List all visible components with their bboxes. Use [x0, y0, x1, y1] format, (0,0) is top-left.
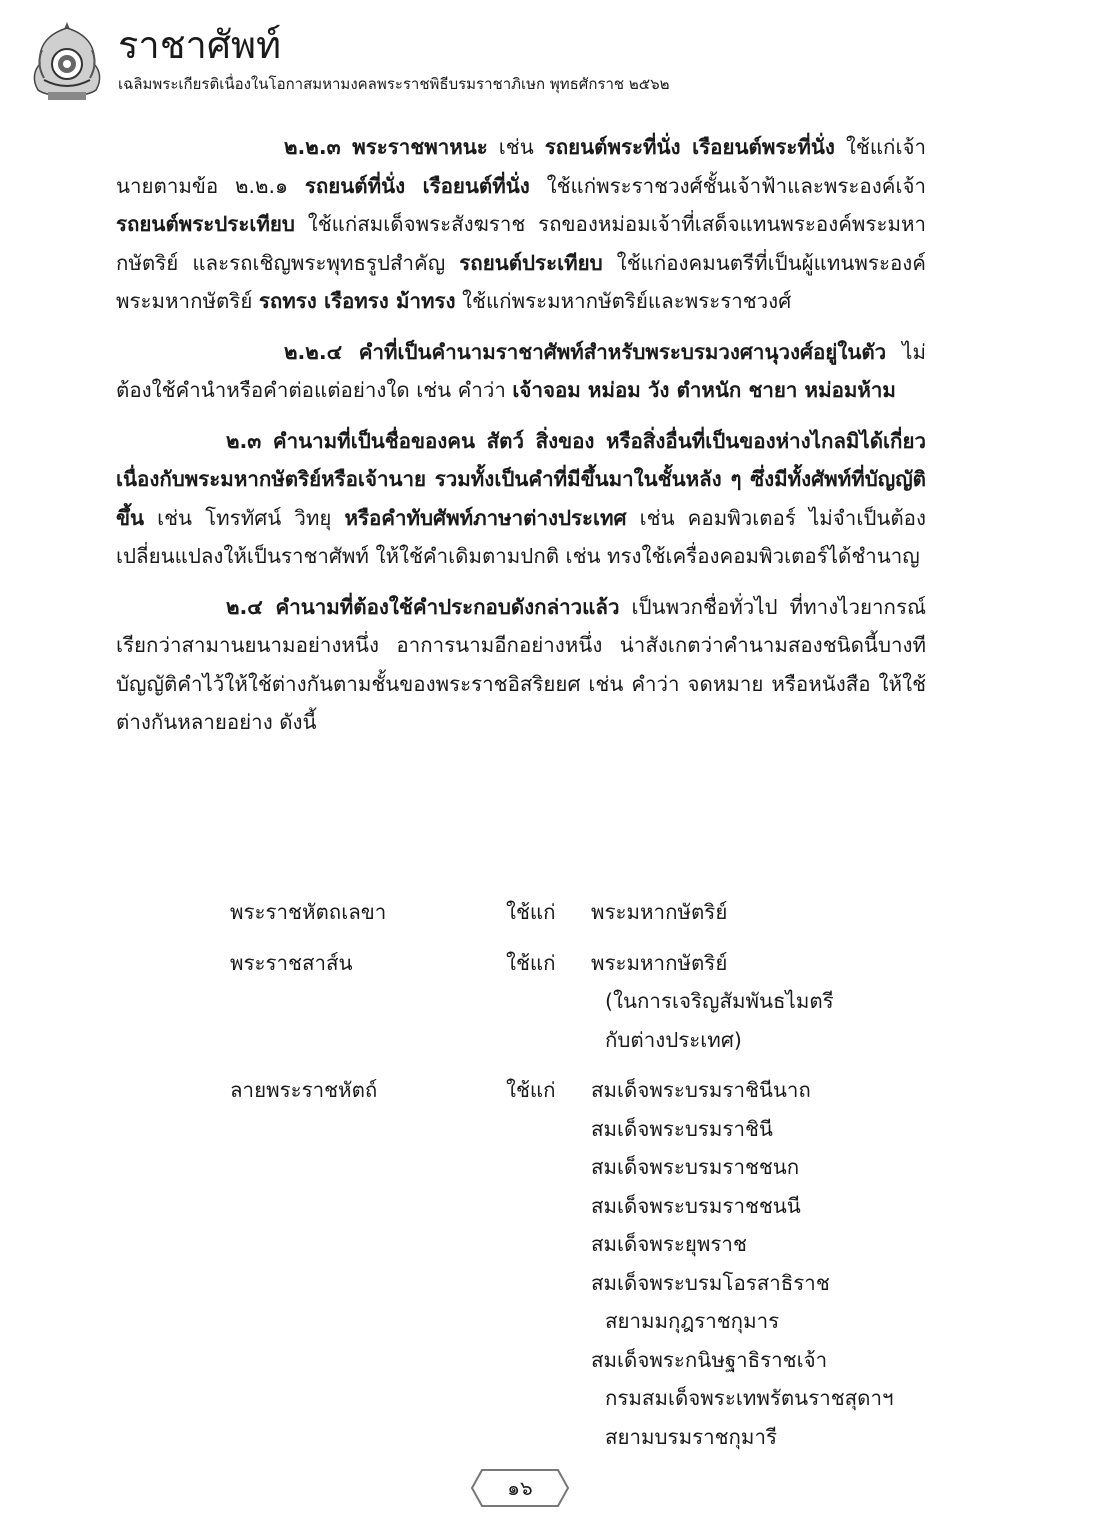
bold-term: พระราชพาหนะ [352, 135, 488, 159]
text-run: เช่น คอมพิวเตอร์ ไม่จำเป็นต้องเปลี่ยนแปลงให้เป็นราชาศัพท์ ให้ใช้คำเดิมตามปกติ เช่น ทรงใช้เครื่องคอมพิวเตอร์ได้ชำนาญ [116, 505, 926, 568]
table-row [230, 1071, 930, 1456]
recipient-line-continued: สยามบรมราชกุมารี [605, 1424, 777, 1449]
page-number-text: ๑๖ [507, 1476, 533, 1500]
table-row [230, 893, 930, 932]
text-run: ไม่ต้องใช้คำนำหรือคำต่อแต่อย่างใด เช่น คำว่า [116, 339, 927, 402]
paragraph-2-2-3 [116, 128, 926, 321]
recipient-note: (ในการเจริญสัมพันธไมตรี [605, 989, 834, 1013]
bold-term: รถทรง เรือทรง ม้าทรง [258, 289, 456, 313]
book-subtitle: เฉลิมพระเกียรติเนื่องในโอกาสมหามงคลพระราชพิธีบรมราชาภิเษก พุทธศักราช ๒๕๖๒ [118, 75, 670, 93]
recipient-cell [591, 1071, 930, 1456]
paragraph-2-4 [116, 588, 926, 742]
text-run: ใช้แก่พระมหากษัตริย์และพระราชวงศ์ [455, 289, 792, 313]
term-cell: ลายพระราชหัตถ์ [230, 1078, 378, 1102]
bold-term: ๒.๒.๔ คำที่เป็นคำนามราชาศัพท์สำหรับพระบรมวงศานุวงศ์อยู่ในตัว [284, 339, 887, 364]
recipient-note: กับต่างประเทศ) [605, 1027, 742, 1052]
text-run: ใช้แก่พระราชวงศ์ชั้นเจ้าฟ้าและพระองค์เจ้า [529, 173, 926, 198]
paragraph-2-3 [116, 422, 926, 576]
recipient-line: พระมหากษัตริย์ [591, 950, 728, 975]
recipient-cell [591, 893, 930, 932]
recipient-line: สมเด็จพระกนิษฐาธิราชเจ้า [591, 1347, 828, 1372]
text-run: ใช้แก่องคมนตรีที่เป็นผู้แทนพระองค์พระมหากษัตริย์ [116, 250, 926, 313]
text-run: เป็นพวกชื่อทั่วไป ที่ทางไวยากรณ์เรียกว่าสามานยนามอย่างหนึ่ง อาการนามอีกอย่างหนึ่ง น่าสังเกตว่าคำนามสองชนิดนี้บางทีบัญญัติคำไว้ให้ใช้ต่างกันตามชั้นของพระราชอิสริยยศ เช่น คำว่า จดหมาย หรือหนังสือ ให้ใช้ต่างกันหลายอย่าง ดังนี้ [116, 594, 926, 734]
page-number [470, 1468, 570, 1508]
text-run: เช่น โทรทัศน์ วิทยุ [144, 505, 345, 530]
term-cell: พระราชสาส์น [230, 950, 353, 975]
recipient-line: สมเด็จพระบรมราชชนก [591, 1155, 800, 1179]
used-for-cell: ใช้แก่ [506, 1078, 556, 1102]
recipient-line: สมเด็จพระยุพราช [591, 1232, 747, 1256]
recipient-line-continued: สยามมกุฎราชกุมาร [605, 1309, 780, 1333]
royal-emblem-icon [28, 20, 106, 104]
book-title: ราชาศัพท์ [118, 23, 282, 67]
document-body [116, 128, 926, 754]
term-cell: พระราชหัตถเลขา [230, 900, 387, 924]
recipient-line: สมเด็จพระบรมราชชนนี [591, 1193, 801, 1218]
bold-term: รถยนต์ประเทียบ [459, 250, 603, 275]
recipient-line: สมเด็จพระบรมราชินีนาถ [591, 1078, 811, 1102]
used-for-cell: ใช้แก่ [506, 950, 556, 975]
bold-term: รถยนต์พระที่นั่ง เรือยนต์พระที่นั่ง [544, 135, 835, 159]
bold-term: หรือคำทับศัพท์ภาษาต่างประเทศ [344, 505, 627, 530]
bold-term: ๒.๓ คำนามที่เป็นชื่อของคน สัตว์ สิ่งของ หรือสิ่งอื่นที่เป็นของห่างไกลมิได้เกี่ยวเนื่องกับพระมหากษัตริย์หรือเจ้านาย รวมทั้งเป็นคำที่มีขึ้นมาในชั้นหลัง ๆ ซึ่งมีทั้งศัพท์ที่บัญญัติขึ้น [116, 428, 926, 530]
section-number: ๒.๒.๓ [284, 135, 353, 159]
text-run: ใช้แก่เจ้านายตามข้อ ๒.๒.๑ [116, 135, 926, 198]
recipient-cell [591, 944, 930, 1060]
text-run: ใช้แก่สมเด็จพระสังฆราช รถของหม่อมเจ้าที่เสด็จแทนพระองค์พระมหากษัตริย์ และรถเชิญพระพุทธรูปสำคัญ [116, 212, 926, 275]
used-for-cell: ใช้แก่ [506, 900, 556, 924]
bold-term: เจ้าจอม หม่อม วัง ตำหนัก ชายา หม่อมห้าม [512, 378, 896, 402]
bold-term: รถยนต์พระประเทียบ [116, 212, 295, 236]
recipient-line-continued: กรมสมเด็จพระเทพรัตนราชสุดาฯ [605, 1386, 894, 1410]
recipient-line: พระมหากษัตริย์ [591, 900, 728, 924]
usage-table [230, 893, 930, 1468]
table-row [230, 944, 930, 1060]
bold-term: รถยนต์ที่นั่ง เรือยนต์ที่นั่ง [304, 173, 530, 198]
bold-term: ๒.๔ คำนามที่ต้องใช้คำประกอบดังกล่าวแล้ว [226, 594, 620, 619]
text-run: เช่น [487, 135, 545, 159]
paragraph-2-2-4 [116, 333, 926, 410]
recipient-line: สมเด็จพระบรมราชินี [591, 1116, 773, 1141]
recipient-line: สมเด็จพระบรมโอรสาธิราช [591, 1270, 830, 1295]
page-header [28, 14, 1068, 104]
